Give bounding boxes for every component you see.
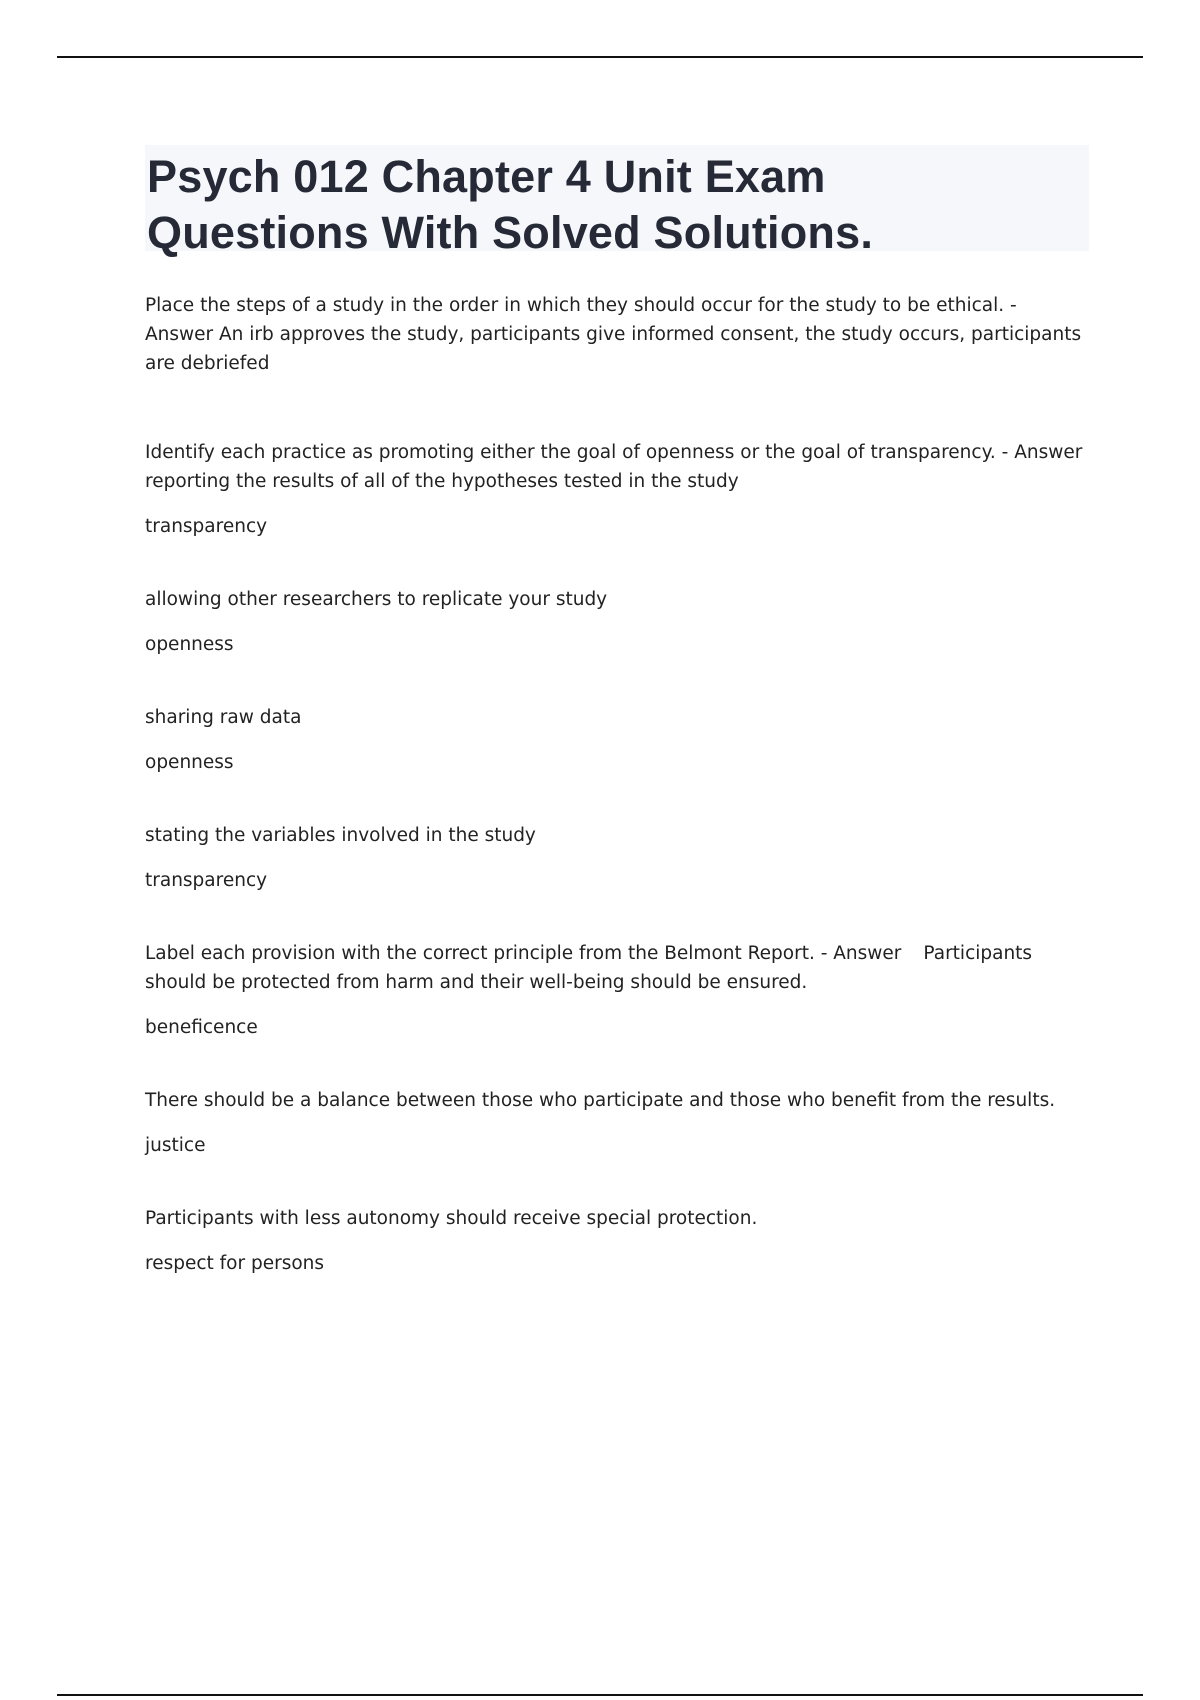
title-line-1: Psych 012 Chapter 4 Unit Exam: [147, 151, 826, 202]
question-2-item-3-practice: sharing raw data: [145, 707, 302, 728]
question-2-item-2-label: openness: [145, 634, 234, 655]
question-3-item-2-provision: There should be a balance between those who participate and those who benefit from the results.: [145, 1090, 1056, 1111]
question-1-answer: An irb approves the study, participants give informed consent, the study occurs, participants are debriefed: [145, 324, 1082, 374]
question-2-item-4-practice: stating the variables involved in the study: [145, 825, 536, 846]
question-3-item-2-label: justice: [145, 1135, 206, 1156]
title-line-2: Questions With Solved Solutions.: [147, 207, 874, 258]
question-2-text: Identify each practice as promoting either the goal of openness or the goal of transparency. - Answer: [145, 442, 1083, 463]
question-3-item-1-label: beneficence: [145, 1017, 258, 1038]
question-2-item-2-practice: allowing other researchers to replicate your study: [145, 589, 608, 610]
question-2-item-1-practice: reporting the results of all of the hypotheses tested in the study: [145, 471, 739, 492]
question-2-item-1-label: transparency: [145, 516, 268, 537]
document-page: [145, 145, 1089, 1278]
question-3-text: Label each provision with the correct principle from the Belmont Report. - Answer: [145, 943, 902, 964]
question-3-item-3-provision: Participants with less autonomy should receive special protection.: [145, 1208, 758, 1229]
bottom-rule: [57, 1694, 1143, 1696]
question-3-item-1-provision: Participants should be protected from harm and their well-being should be ensured.: [145, 943, 1033, 993]
question-2-item-3-label: openness: [145, 752, 234, 773]
question-3: [145, 939, 1089, 997]
document-title: [147, 149, 1087, 261]
question-1-text: Place the steps of a study in the order in which they should occur for the study to be ethical. - Answer: [145, 295, 1017, 345]
title-block: [145, 145, 1089, 258]
question-3-item-3-label: respect for persons: [145, 1253, 325, 1274]
top-rule: [57, 56, 1143, 58]
question-1: [145, 291, 1089, 378]
question-2: [145, 438, 1089, 496]
document-body: [145, 291, 1089, 1278]
question-2-item-4-label: transparency: [145, 870, 268, 891]
